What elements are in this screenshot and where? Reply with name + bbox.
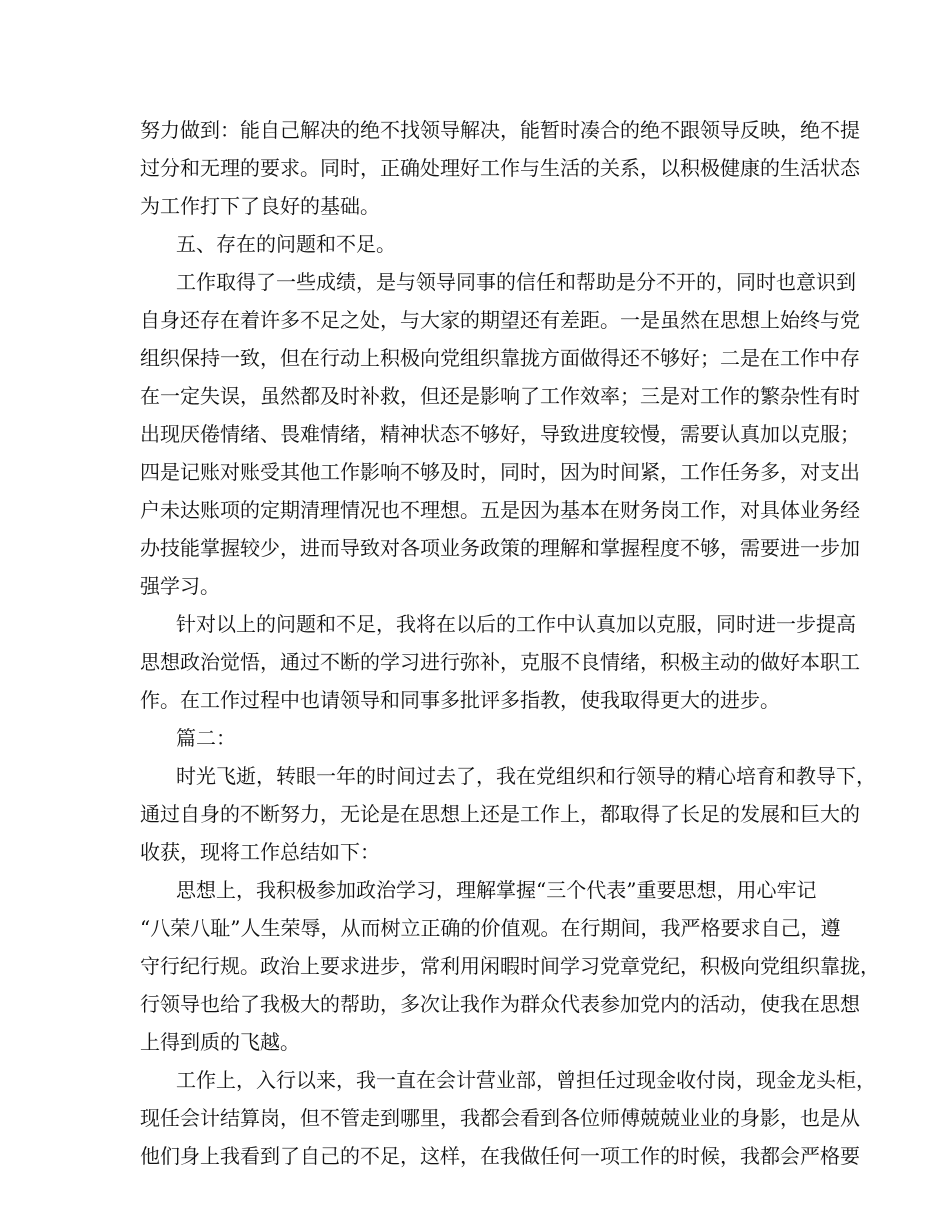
text-line: 为工作打下了良好的基础。	[140, 194, 380, 218]
text-line: 自身还存在着许多不足之处，与大家的期望还有差距。一是虽然在思想上始终与党	[140, 308, 860, 332]
text-line: 针对以上的问题和不足，我将在以后的工作中认真加以克服，同时进一步提高	[176, 612, 856, 636]
text-line: 工作取得了一些成绩，是与领导同事的信任和帮助是分不开的，同时也意识到	[176, 270, 856, 294]
text-line: 现任会计结算岗，但不管走到哪里，我都会看到各位师傅兢兢业业的身影，也是从	[140, 1106, 860, 1130]
text-line: “八荣八耻”人生荣辱，从而树立正确的价值观。在行期间，我严格要求自己，遵	[140, 916, 841, 940]
text-line: 上得到质的飞越。	[140, 1030, 300, 1054]
text-line: 四是记账对账受其他工作影响不够及时，同时，因为时间紧，工作任务多，对支出	[140, 460, 860, 484]
text-line: 守行纪行规。政治上要求进步，常利用闲暇时间学习党章党纪，积极向党组织靠拢，	[140, 954, 880, 978]
text-line: 组织保持一致，但在行动上积极向党组织靠拢方面做得还不够好；二是在工作中存	[140, 346, 860, 370]
text-line: 工作上，入行以来，我一直在会计营业部，曾担任过现金收付岗，现金龙头柜，	[176, 1068, 876, 1092]
text-line: 行领导也给了我极大的帮助，多次让我作为群众代表参加党内的活动，使我在思想	[140, 992, 860, 1016]
text-line: 强学习。	[140, 574, 220, 598]
text-line: 作。在工作过程中也请领导和同事多批评多指教，使我取得更大的进步。	[140, 688, 780, 712]
text-line: 过分和无理的要求。同时，正确处理好工作与生活的关系，以积极健康的生活状态	[140, 156, 860, 180]
text-line: 努力做到：能自己解决的绝不找领导解决，能暂时凑合的绝不跟领导反映，绝不提	[140, 118, 860, 142]
text-line: 他们身上我看到了自己的不足，这样，在我做任何一项工作的时候，我都会严格要	[140, 1144, 860, 1168]
text-line: 收获，现将工作总结如下：	[140, 840, 380, 864]
text-line: 时光飞逝，转眼一年的时间过去了，我在党组织和行领导的精心培育和教导下，	[176, 764, 876, 788]
text-line: 户未达账项的定期清理情况也不理想。五是因为基本在财务岗工作，对具体业务经	[140, 498, 860, 522]
text-line: 通过自身的不断努力，无论是在思想上还是工作上，都取得了长足的发展和巨大的	[140, 802, 860, 826]
text-line: 办技能掌握较少，进而导致对各项业务政策的理解和掌握程度不够，需要进一步加	[140, 536, 860, 560]
text-line: 出现厌倦情绪、畏难情绪，精神状态不够好，导致进度较慢，需要认真加以克服；	[140, 422, 860, 446]
text-line: 思想上，我积极参加政治学习，理解掌握“三个代表”重要思想，用心牢记	[176, 878, 817, 902]
section-heading: 五、存在的问题和不足。	[176, 232, 396, 256]
section-heading: 篇二：	[176, 726, 236, 750]
text-line: 在一定失误，虽然都及时补救，但还是影响了工作效率；三是对工作的繁杂性有时	[140, 384, 860, 408]
text-line: 思想政治觉悟，通过不断的学习进行弥补，克服不良情绪，积极主动的做好本职工	[140, 650, 860, 674]
